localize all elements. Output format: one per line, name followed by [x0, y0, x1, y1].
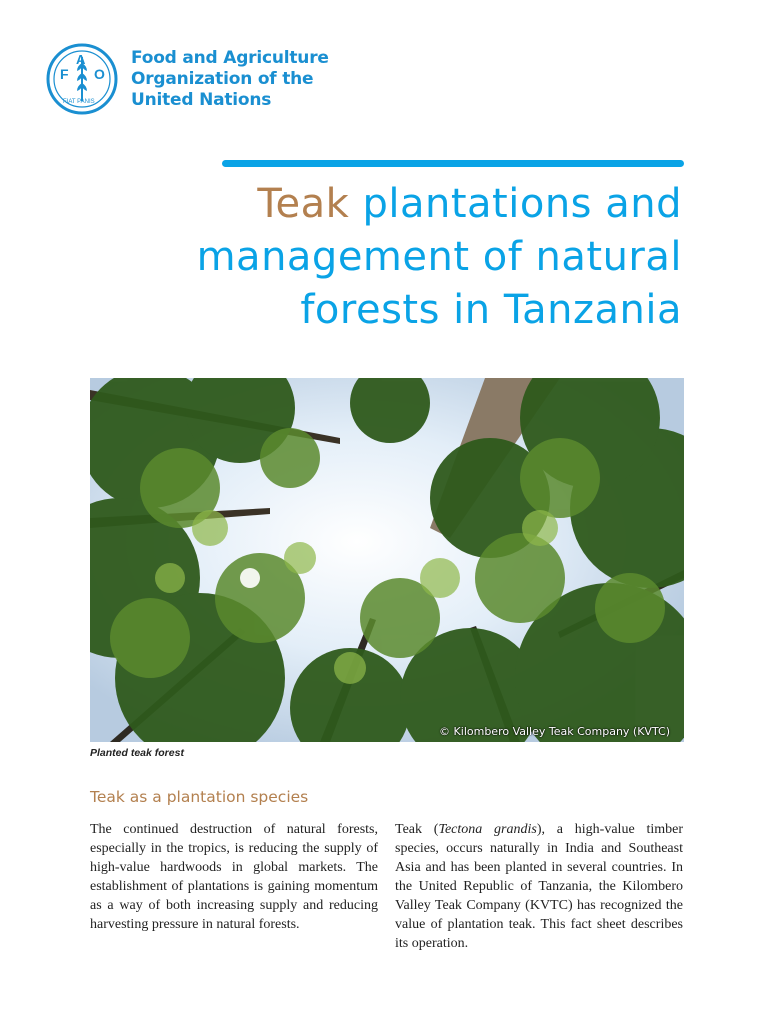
page-title: [82, 178, 682, 337]
title-line-3: forests in Tanzania: [300, 287, 682, 333]
logo-motto: FIAT PANIS: [63, 99, 95, 105]
species-name: Tectona grandis: [438, 822, 537, 837]
fao-emblem-icon: [46, 43, 118, 115]
title-divider: [222, 160, 684, 167]
section-heading: Teak as a plantation species: [90, 788, 309, 806]
title-line-1: plantations and: [349, 181, 682, 227]
title-line-2: management of natural: [196, 234, 682, 280]
body-text-fragment: Teak (: [395, 822, 439, 837]
body-text-left: The continued destruction of natural forests, especially in the tropics, is reducing the supply of high-value hardwoods in global markets. The establishment of plantations is gaining momentum as a way of both increasing supply and reducing harvesting pressure in natural forests.: [90, 822, 378, 932]
logo-letter-o: O: [94, 66, 105, 82]
photo-credit: © Kilombero Valley Teak Company (KVTC): [439, 725, 670, 738]
logo-letter-a: A: [76, 52, 86, 67]
body-text-fragment: ), a high-value timber species, occurs naturally in India and Southeast Asia and has been planted in several countries. In the United Republic of Tanzania, the Kilombero Valley Teak Company (KVTC) has recognized the value of plantation teak. This fact sheet describes its operation.: [395, 822, 683, 951]
photo-caption: Planted teak forest: [90, 747, 184, 759]
org-name-line: United Nations: [131, 90, 272, 110]
organization-name: [131, 48, 329, 111]
logo-letter-f: F: [60, 66, 69, 82]
body-text-right: [395, 820, 683, 953]
teak-forest-photo: [90, 378, 684, 742]
org-name-line: Organization of the: [131, 69, 314, 89]
title-accent-word: Teak: [257, 181, 350, 227]
org-name-line: Food and Agriculture: [131, 48, 329, 68]
